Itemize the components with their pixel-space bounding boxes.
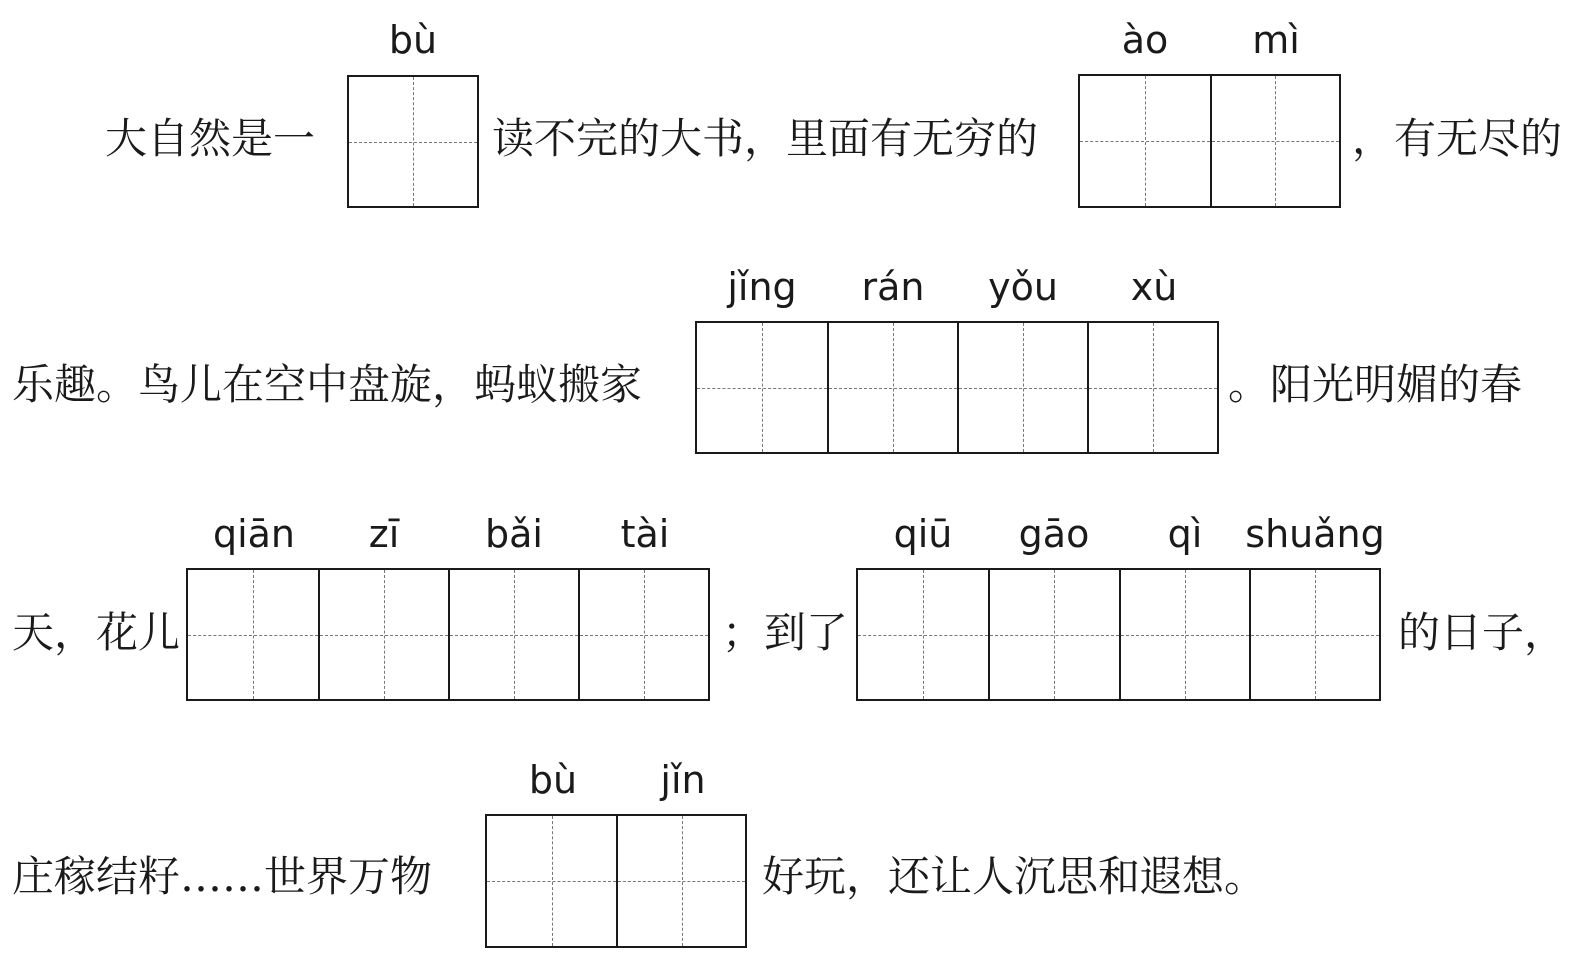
grid-cell[interactable] <box>827 323 957 452</box>
pinyin-label: tài <box>620 512 670 556</box>
writing-grid[interactable] <box>186 568 710 701</box>
pinyin-label: bù <box>388 18 438 62</box>
pinyin-label: shuǎng <box>1245 512 1385 556</box>
pinyin-label: jǐn <box>660 758 706 802</box>
pinyin-label: yǒu <box>988 265 1058 309</box>
grid-cell[interactable] <box>858 570 988 699</box>
pinyin-label: mì <box>1252 18 1300 62</box>
pinyin-label: rán <box>861 265 925 309</box>
writing-grid[interactable] <box>695 321 1219 454</box>
pinyin-label: bǎi <box>485 512 543 556</box>
text-segment: 读不完的大书，里面有无穷的 <box>492 114 1039 163</box>
pinyin-label: jǐng <box>727 265 797 309</box>
writing-grid[interactable] <box>485 814 747 948</box>
grid-cell[interactable] <box>318 570 448 699</box>
text-segment: 。阳光明媚的春 <box>1228 360 1523 409</box>
text-segment: 的日子， <box>1398 608 1567 657</box>
grid-cell[interactable] <box>188 570 318 699</box>
writing-grid[interactable] <box>1078 74 1341 208</box>
text-segment: 乐趣。鸟儿在空中盘旋，蚂蚁搬家 <box>12 360 643 409</box>
writing-grid[interactable] <box>856 568 1381 701</box>
grid-cell[interactable] <box>988 570 1118 699</box>
pinyin-label: xù <box>1130 265 1178 309</box>
grid-cell[interactable] <box>578 570 708 699</box>
text-segment: ；到了 <box>722 608 849 657</box>
pinyin-label: bù <box>528 758 578 802</box>
pinyin-label: qiān <box>212 512 296 556</box>
pinyin-label: ào <box>1121 18 1169 62</box>
grid-cell[interactable] <box>1249 570 1379 699</box>
pinyin-label: gāo <box>1018 512 1090 556</box>
grid-cell[interactable] <box>1087 323 1217 452</box>
grid-cell[interactable] <box>957 323 1087 452</box>
grid-cell[interactable] <box>697 323 827 452</box>
text-segment: 大自然是一 <box>105 114 316 163</box>
text-segment: 好玩，还让人沉思和遐想。 <box>762 852 1267 901</box>
grid-cell[interactable] <box>349 77 477 206</box>
text-segment: ，有无尽的 <box>1352 114 1563 163</box>
pinyin-label: zī <box>368 512 400 556</box>
grid-cell[interactable] <box>1210 76 1340 206</box>
pinyin-label: qì <box>1167 512 1203 556</box>
grid-cell[interactable] <box>616 816 745 946</box>
grid-cell[interactable] <box>487 816 616 946</box>
text-segment: 天，花儿 <box>12 608 181 657</box>
writing-grid[interactable] <box>347 75 479 208</box>
grid-cell[interactable] <box>1119 570 1249 699</box>
pinyin-label: qiū <box>893 512 953 556</box>
grid-cell[interactable] <box>1080 76 1210 206</box>
grid-cell[interactable] <box>448 570 578 699</box>
text-segment: 庄稼结籽……世界万物 <box>12 852 433 901</box>
